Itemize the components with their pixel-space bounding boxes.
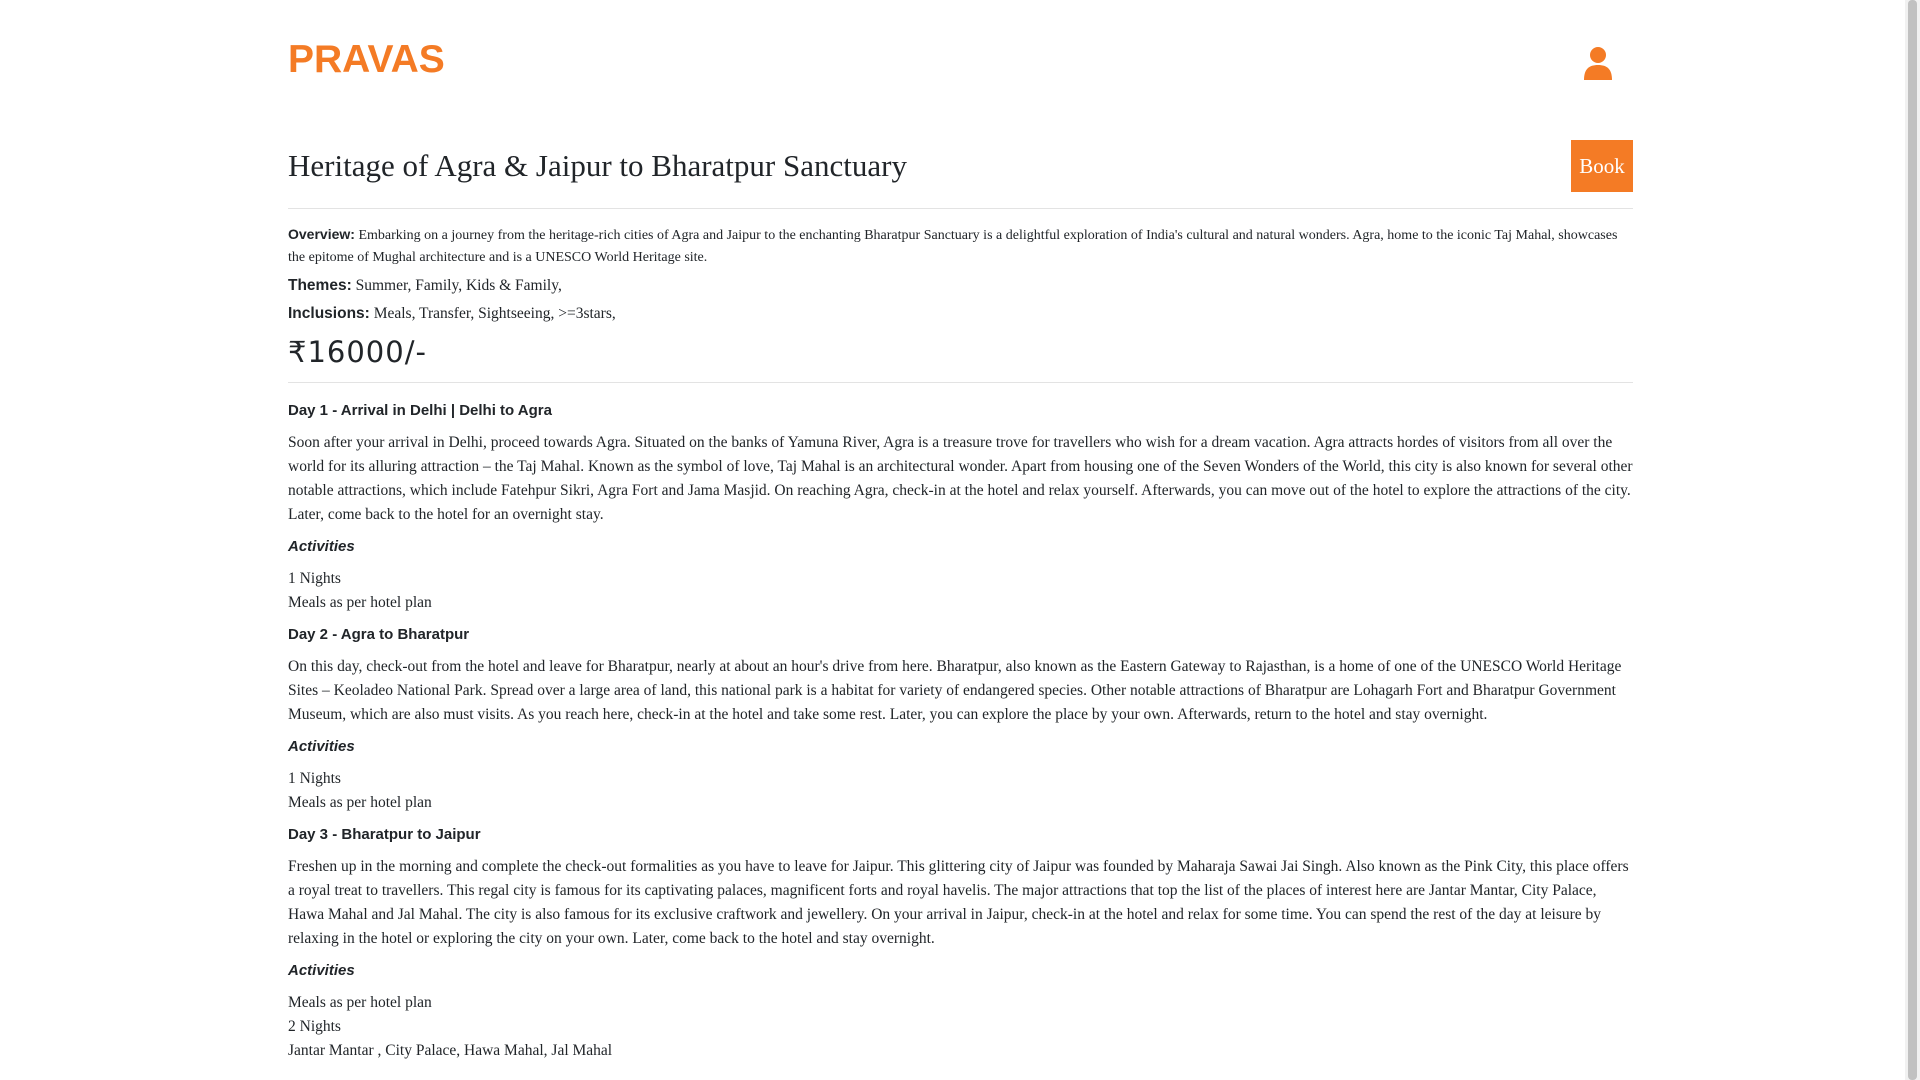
inclusions-label: Inclusions: — [288, 305, 370, 322]
activity-item: Meals as per hotel plan — [288, 994, 432, 1011]
tour-title-row — [288, 122, 1633, 209]
itinerary-day — [288, 623, 1633, 815]
vertical-scrollbar[interactable] — [1905, 0, 1920, 1080]
activity-item: Meals as per hotel plan — [288, 594, 432, 611]
itinerary-day — [288, 399, 1633, 615]
day-title: Day 3 - Bharatpur to Jaipur — [288, 826, 481, 843]
day-description: On this day, check-out from the hotel and leave for Bharatpur, nearly at about an hour's drive from here. Bharatpur, also known as the Eastern Gateway to Rajasthan, is a home of one of the UNESCO World Heritage Sites – Keoladeo National Park. Spread over a large area of land, this national park is a habitat for variety of endangered species. Other notable attractions of Bharatpur are Lohagarh Fort and Bharatpur Government Museum, which are also must visits. As you reach here, check-in at the hotel and take some rest. Later, you can explore the place by your own. Afterwards, return to the hotel and stay overnight. — [288, 658, 1622, 723]
activities-label: Activities — [288, 738, 355, 755]
activity-item: 2 Nights — [288, 1018, 341, 1035]
overview-label: Overview: — [288, 226, 355, 242]
inclusions — [288, 303, 1633, 325]
overview — [288, 223, 1633, 269]
site-header — [288, 0, 1633, 122]
user-icon[interactable] — [1583, 46, 1613, 80]
day-title: Day 1 - Arrival in Delhi | Delhi to Agra — [288, 402, 552, 419]
overview-text: Embarking on a journey from the heritage-rich cities of Agra and Jaipur to the enchanting Bharatpur Sanctuary is a delightful exploration of India's cultural and natural wonders. Agra, home to the iconic Taj Mahal, showcases the epitome of Mughal architecture and is a UNESCO World Heritage site. — [288, 228, 1618, 265]
day-description: Soon after your arrival in Delhi, proceed towards Agra. Situated on the banks of Yamuna River, Agra is a treasure trove for travellers who wish for a dream vacation. Agra attracts hordes of visitors from all over the world for its alluring attraction – the Taj Mahal. Known as the symbol of love, Taj Mahal is an architectural wonder. Apart from housing one of the Seven Wonders of the World, this city is also known for several other notable attractions, which include Fatehpur Sikri, Agra Fort and Jama Masjid. On reaching Agra, check-in at the hotel and relax yourself. Afterwards, you can move out of the hotel to explore the attractions of the city. Later, come back to the hotel for an overnight stay. — [288, 434, 1633, 523]
scrollbar-thumb[interactable] — [1908, 0, 1917, 1080]
activity-item: Jantar Mantar , City Palace, Hawa Mahal, Jal Mahal — [288, 1042, 613, 1059]
inclusions-text: Meals, Transfer, Sightseeing, >=3stars, — [369, 305, 616, 322]
activity-item: Meals as per hotel plan — [288, 794, 432, 811]
activities-label: Activities — [288, 538, 355, 555]
book-button[interactable]: Book — [1571, 140, 1633, 192]
day-title: Day 2 - Agra to Bharatpur — [288, 626, 470, 643]
tour-price: ₹16000/- — [288, 335, 427, 369]
brand-logo[interactable]: PRAVAS — [288, 38, 445, 81]
activity-item: 1 Nights — [288, 770, 341, 787]
activity-item: 1 Nights — [288, 570, 341, 587]
itinerary — [288, 383, 1633, 1063]
themes-text: Summer, Family, Kids & Family, — [351, 277, 562, 294]
itinerary-day — [288, 823, 1633, 1063]
themes-label: Themes: — [288, 277, 352, 294]
day-description: Freshen up in the morning and complete the check-out formalities as you have to leave for Jaipur. This glittering city of Jaipur was founded by Maharaja Sawai Jai Singh. Also known as the Pink City, this place offers a royal treat to travellers. This regal city is famous for its captivating palaces, magnificent forts and royal havelis. The major attractions that top the list of the places of interest here are Jantar Mantar, City Palace, Hawa Mahal and Jal Mahal. The city is also famous for its exclusive craftwork and jewellery. On your arrival in Jaipur, check-in at the hotel and relax for some time. You can spend the rest of the day at leisure by relaxing in the hotel or exploring the city on your own. Later, come back to the hotel and stay overnight. — [288, 858, 1629, 947]
main-container — [288, 0, 1633, 1063]
tour-info — [288, 209, 1633, 383]
activities-label: Activities — [288, 962, 355, 979]
themes — [288, 275, 1633, 297]
tour-title: Heritage of Agra & Jaipur to Bharatpur Sanctuary — [288, 148, 907, 183]
